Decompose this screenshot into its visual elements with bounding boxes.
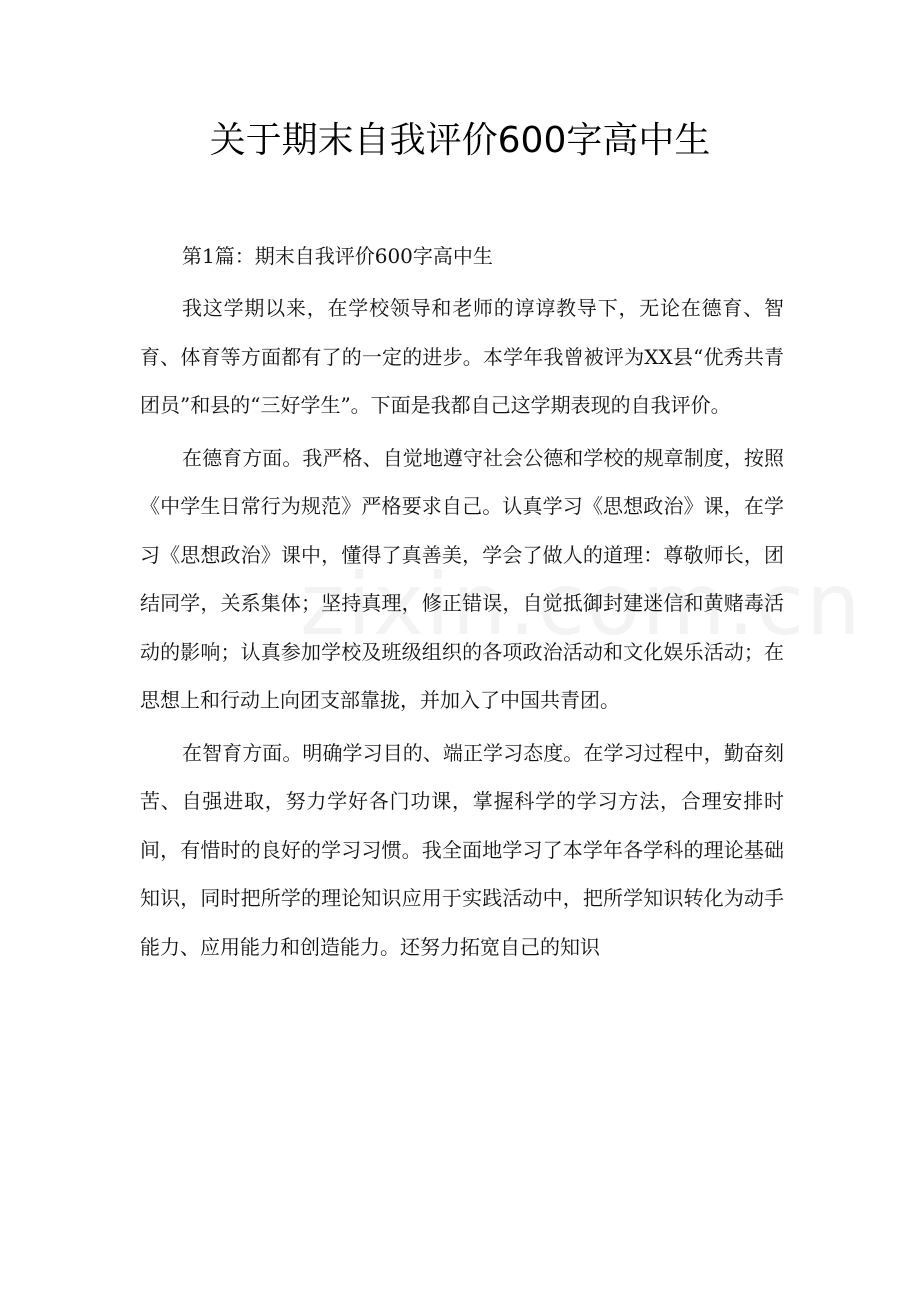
document-title: 关于期末自我评价600字高中生 bbox=[209, 120, 711, 161]
section-subtitle: 第1篇：期末自我评价600字高中生 bbox=[182, 244, 493, 268]
paragraph-intro: 我这学期以来，在学校领导和老师的谆谆教导下，无论在德育、智育、体育等方面都有了的一定的进步。本学年我曾被评为XX县“优秀共青团员”和县的“三好学生”。下面是我都自己这学期表现的自我评价。 bbox=[140, 296, 784, 417]
document-body bbox=[140, 232, 784, 975]
paragraph-moral-education: 在德育方面。我严格、自觉地遵守社会公德和学校的规章制度，按照《中学生日常行为规范》严格要求自己。认真学习《思想政治》课，在学习《思想政治》课中，懂得了真善美，学会了做人的道理：尊敬师长，团结同学，关系集体；坚持真理，修正错误，自觉抵御封建迷信和黄赌毒活动的影响；认真参加学校及班级组织的各项政治活动和文化娱乐活动；在思想上和行动上向团支部靠拢，并加入了中国共青团。 bbox=[140, 445, 784, 712]
paragraph-intellectual-education: 在智育方面。明确学习目的、端正学习态度。在学习过程中，勤奋刻苦、自强进取，努力学好各门功课，掌握科学的学习方法，合理安排时间，有惜时的良好的学习习惯。我全面地学习了本学年各学科的理论基础知识，同时把所学的理论知识应用于实践活动中，把所学知识转化为动手能力、应用能力和创造能力。还努力拓宽自己的知识 bbox=[140, 740, 784, 959]
